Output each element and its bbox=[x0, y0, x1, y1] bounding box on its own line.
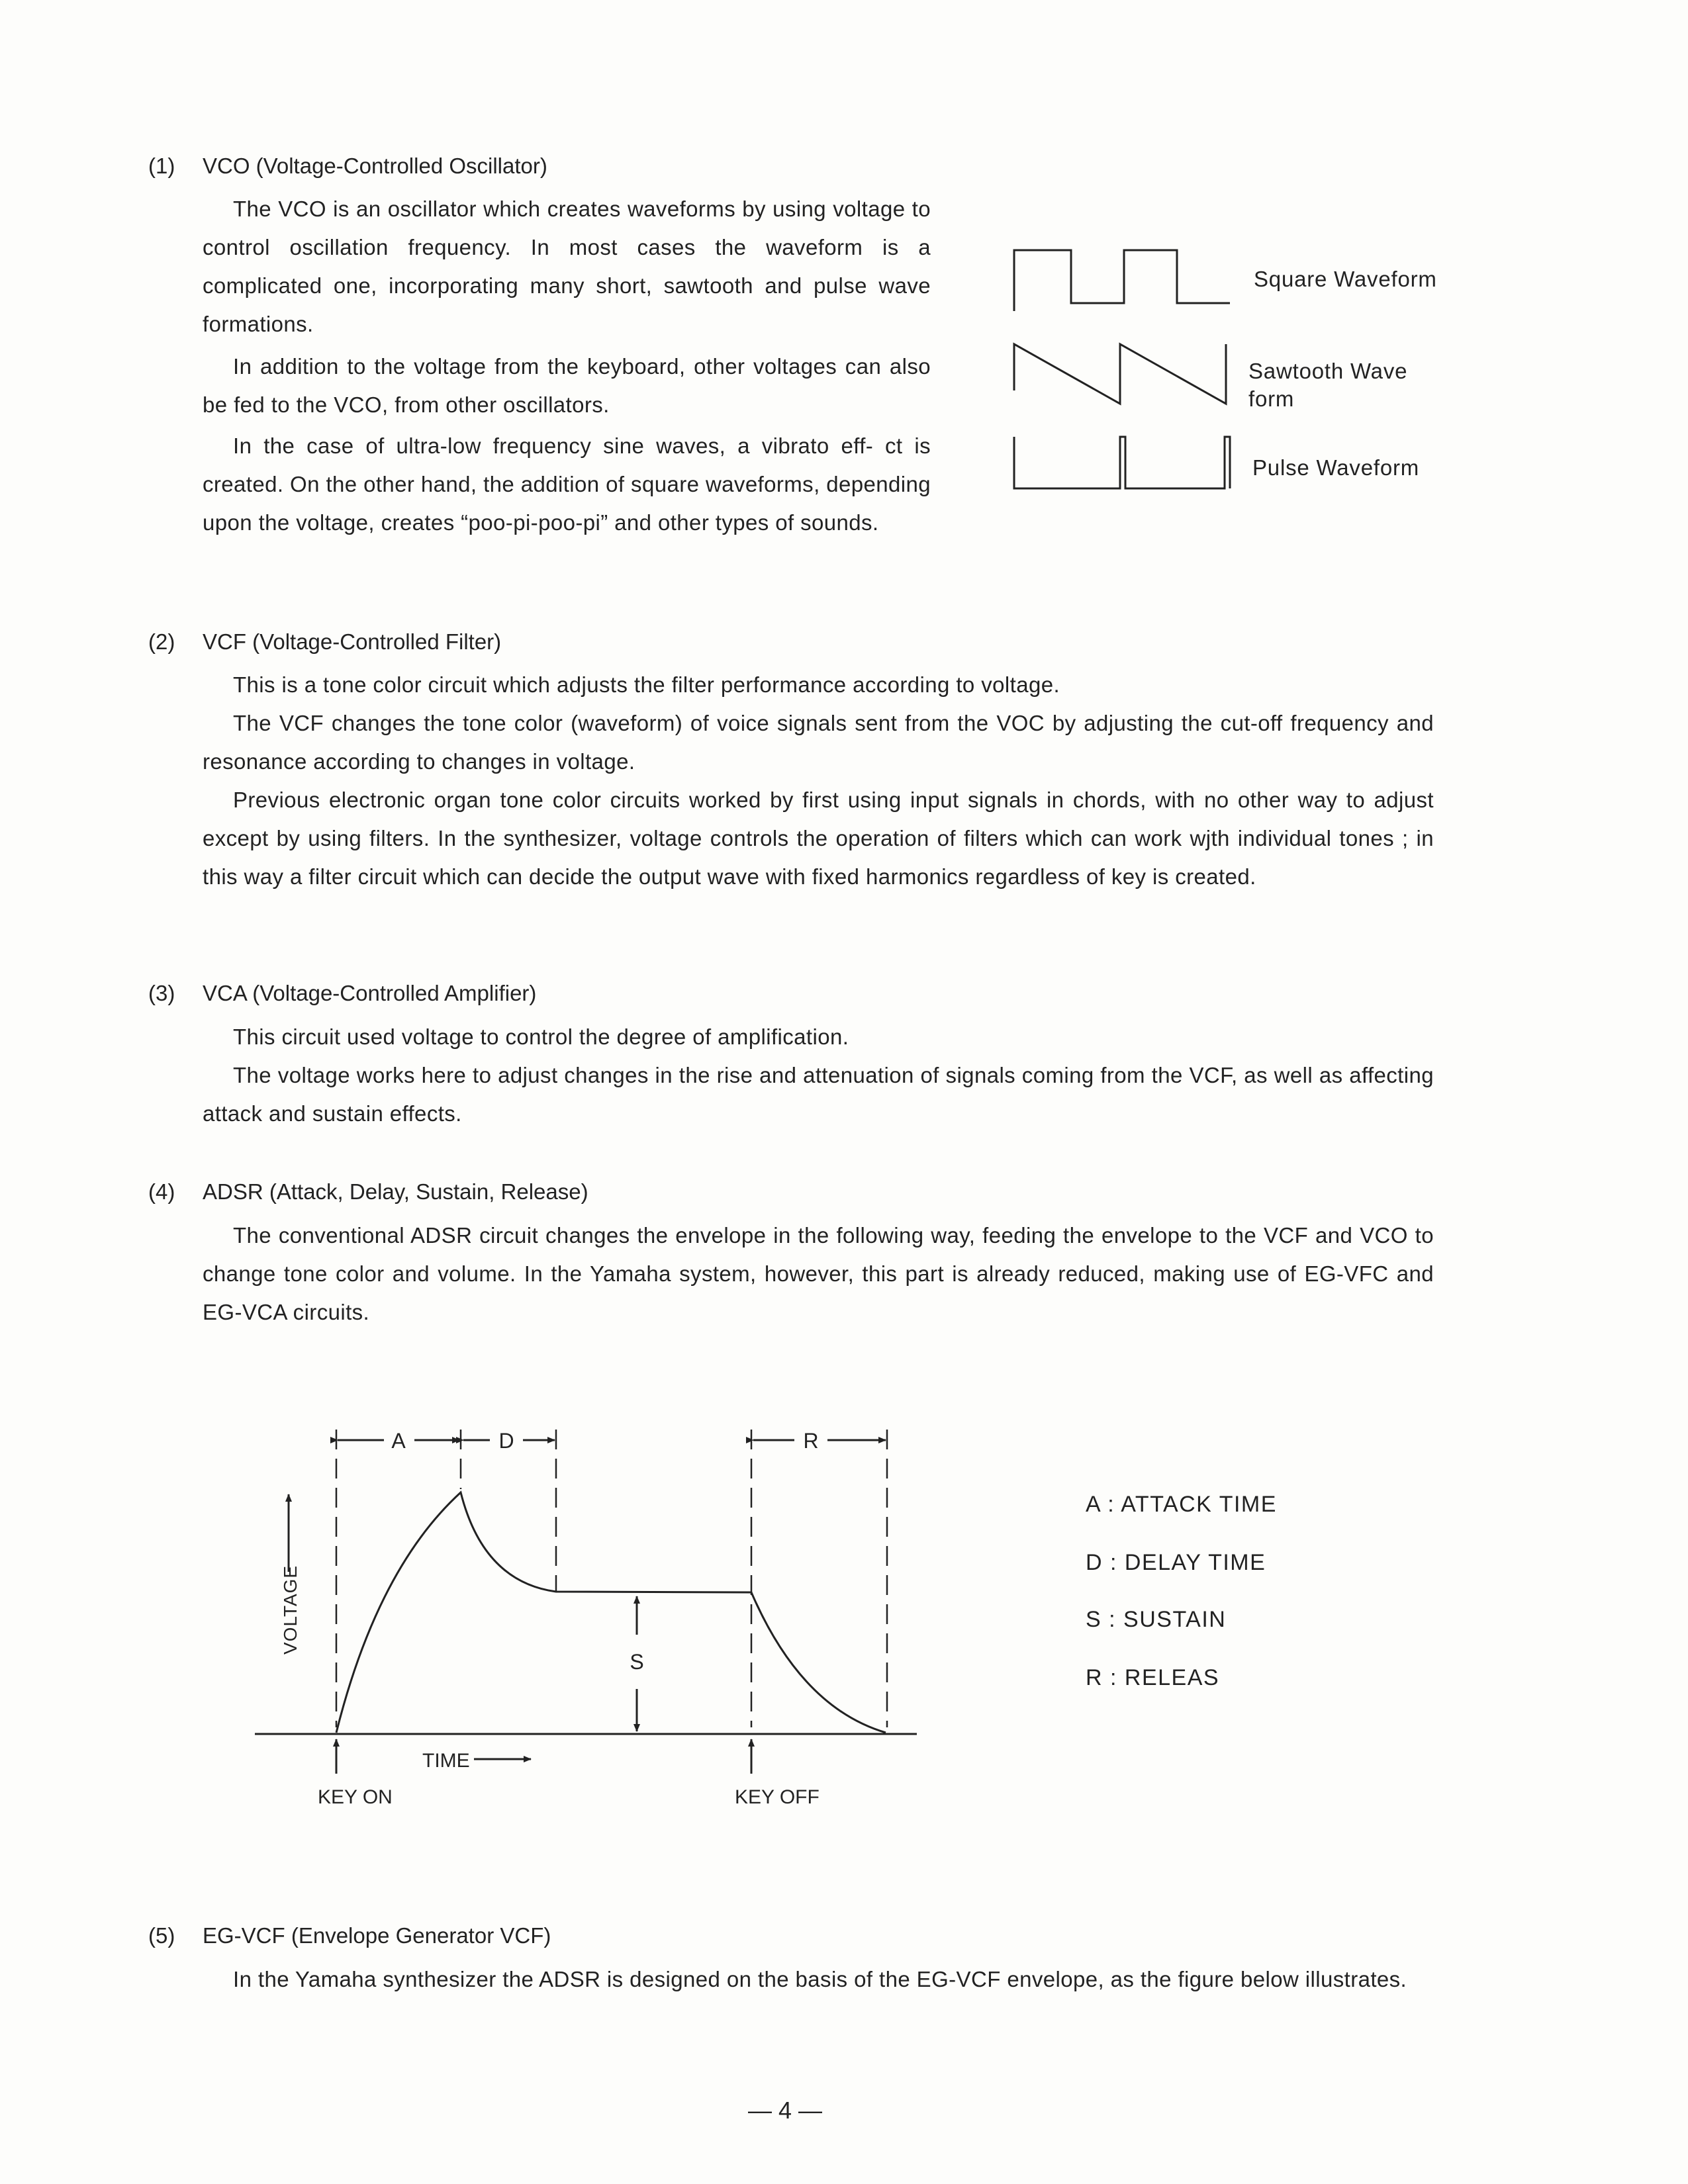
section-1-title: VCO (Voltage-Controlled Oscillator) bbox=[203, 154, 547, 178]
pulse-waveform-label: Pulse Waveform bbox=[1252, 455, 1420, 480]
legend-value: RELEAS bbox=[1124, 1665, 1220, 1690]
section-1-paragraph-1: The VCO is an oscillator which creates waveforms by using voltage to control oscillation frequency. In most cases the waveform is a complicated one, incorporating many short, sawtooth and pulse wave formations. bbox=[203, 197, 931, 336]
legend-item-attack: A : ATTACK TIME bbox=[1086, 1492, 1277, 1517]
square-waveform-line bbox=[1014, 250, 1230, 311]
section-3-number: (3) bbox=[148, 981, 175, 1005]
legend-key: D bbox=[1086, 1550, 1103, 1575]
legend-key: S bbox=[1086, 1607, 1102, 1632]
section-2-paragraph-2: The VCF changes the tone color (waveform) of voice signals sent from the VOC by adjusting the cut-off frequency and resonance according to changes in voltage. bbox=[203, 711, 1434, 774]
section-5-number: (5) bbox=[148, 1923, 175, 1948]
legend-item-release: R : RELEAS bbox=[1086, 1665, 1220, 1690]
legend-key: R bbox=[1086, 1665, 1103, 1690]
section-3-paragraph-2: The voltage works here to adjust changes in the rise and attenuation of signals coming from the VCF, as well as affecting attack and sustain effects. bbox=[203, 1063, 1434, 1126]
legend-key: A bbox=[1086, 1492, 1101, 1517]
section-2-paragraph-1: This is a tone color circuit which adjusts the filter performance according to voltage. bbox=[233, 672, 1060, 697]
section-5-paragraph-1: In the Yamaha synthesizer the ADSR is designed on the basis of the EG-VCF envelope, as the figure below illustrates. bbox=[233, 1967, 1407, 1991]
key-off-label: KEY OFF bbox=[735, 1786, 820, 1808]
time-axis-label: TIME bbox=[422, 1750, 470, 1772]
attack-label: A bbox=[391, 1429, 406, 1453]
waveform-figures bbox=[993, 238, 1258, 503]
page-number: — 4 — bbox=[748, 2097, 823, 2124]
square-waveform-label: Square Waveform bbox=[1254, 267, 1437, 291]
section-2-paragraph-3: Previous electronic organ tone color circuits worked by first using input signals in chords, with no other way to adjust except by using filters. In the synthesizer, voltage controls the operation of filters which can work wjth individual tones ; in this way a filter circuit which can decide the output wave with fixed harmonics regardless of key is created. bbox=[203, 788, 1434, 889]
section-4-number: (4) bbox=[148, 1179, 175, 1204]
section-4-paragraph-1: The conventional ADSR circuit changes the envelope in the following way, feeding the envelope to the VCF and VCO to change tone color and volume. In the Yamaha system, however, this part is already reduced, making use of EG-VFC and EG-VCA circuits. bbox=[203, 1223, 1434, 1324]
section-5-title: EG-VCF (Envelope Generator VCF) bbox=[203, 1923, 551, 1948]
section-3-paragraph-1: This circuit used voltage to control the degree of amplification. bbox=[233, 1024, 849, 1049]
section-1-number: (1) bbox=[148, 154, 175, 178]
release-label: R bbox=[803, 1429, 819, 1453]
legend-value: DELAY TIME bbox=[1124, 1550, 1266, 1575]
voltage-axis-label: VOLTAGE bbox=[280, 1565, 301, 1655]
delay-label: D bbox=[498, 1429, 514, 1453]
key-on-label: KEY ON bbox=[318, 1786, 393, 1808]
legend-item-delay: D : DELAY TIME bbox=[1086, 1550, 1266, 1575]
section-2-number: (2) bbox=[148, 629, 175, 654]
sawtooth-waveform-label: Sawtooth Wave form bbox=[1248, 359, 1408, 411]
legend-value: ATTACK TIME bbox=[1121, 1492, 1277, 1517]
legend-value: SUSTAIN bbox=[1123, 1607, 1227, 1632]
section-1-paragraph-2: In addition to the voltage from the keyboard, other voltages can also be fed to the VCO, from other oscillators. bbox=[203, 354, 931, 417]
section-1-paragraph-3: In the case of ultra-low frequency sine waves, a vibrato eff- ct is created. On the other hand, the addition of square waveforms, depending upon the voltage, creates “poo-pi-poo-pi” and other types of sounds. bbox=[203, 433, 931, 535]
section-2-title: VCF (Voltage-Controlled Filter) bbox=[203, 629, 502, 654]
legend-item-sustain: S : SUSTAIN bbox=[1086, 1607, 1227, 1632]
pulse-waveform-line bbox=[1014, 437, 1230, 488]
sustain-label: S bbox=[630, 1650, 644, 1674]
adsr-envelope-curve bbox=[336, 1492, 886, 1733]
adsr-diagram bbox=[245, 1416, 940, 1813]
sawtooth-waveform-line bbox=[1014, 344, 1226, 404]
section-3-title: VCA (Voltage-Controlled Amplifier) bbox=[203, 981, 537, 1005]
section-4-title: ADSR (Attack, Delay, Sustain, Release) bbox=[203, 1179, 588, 1204]
